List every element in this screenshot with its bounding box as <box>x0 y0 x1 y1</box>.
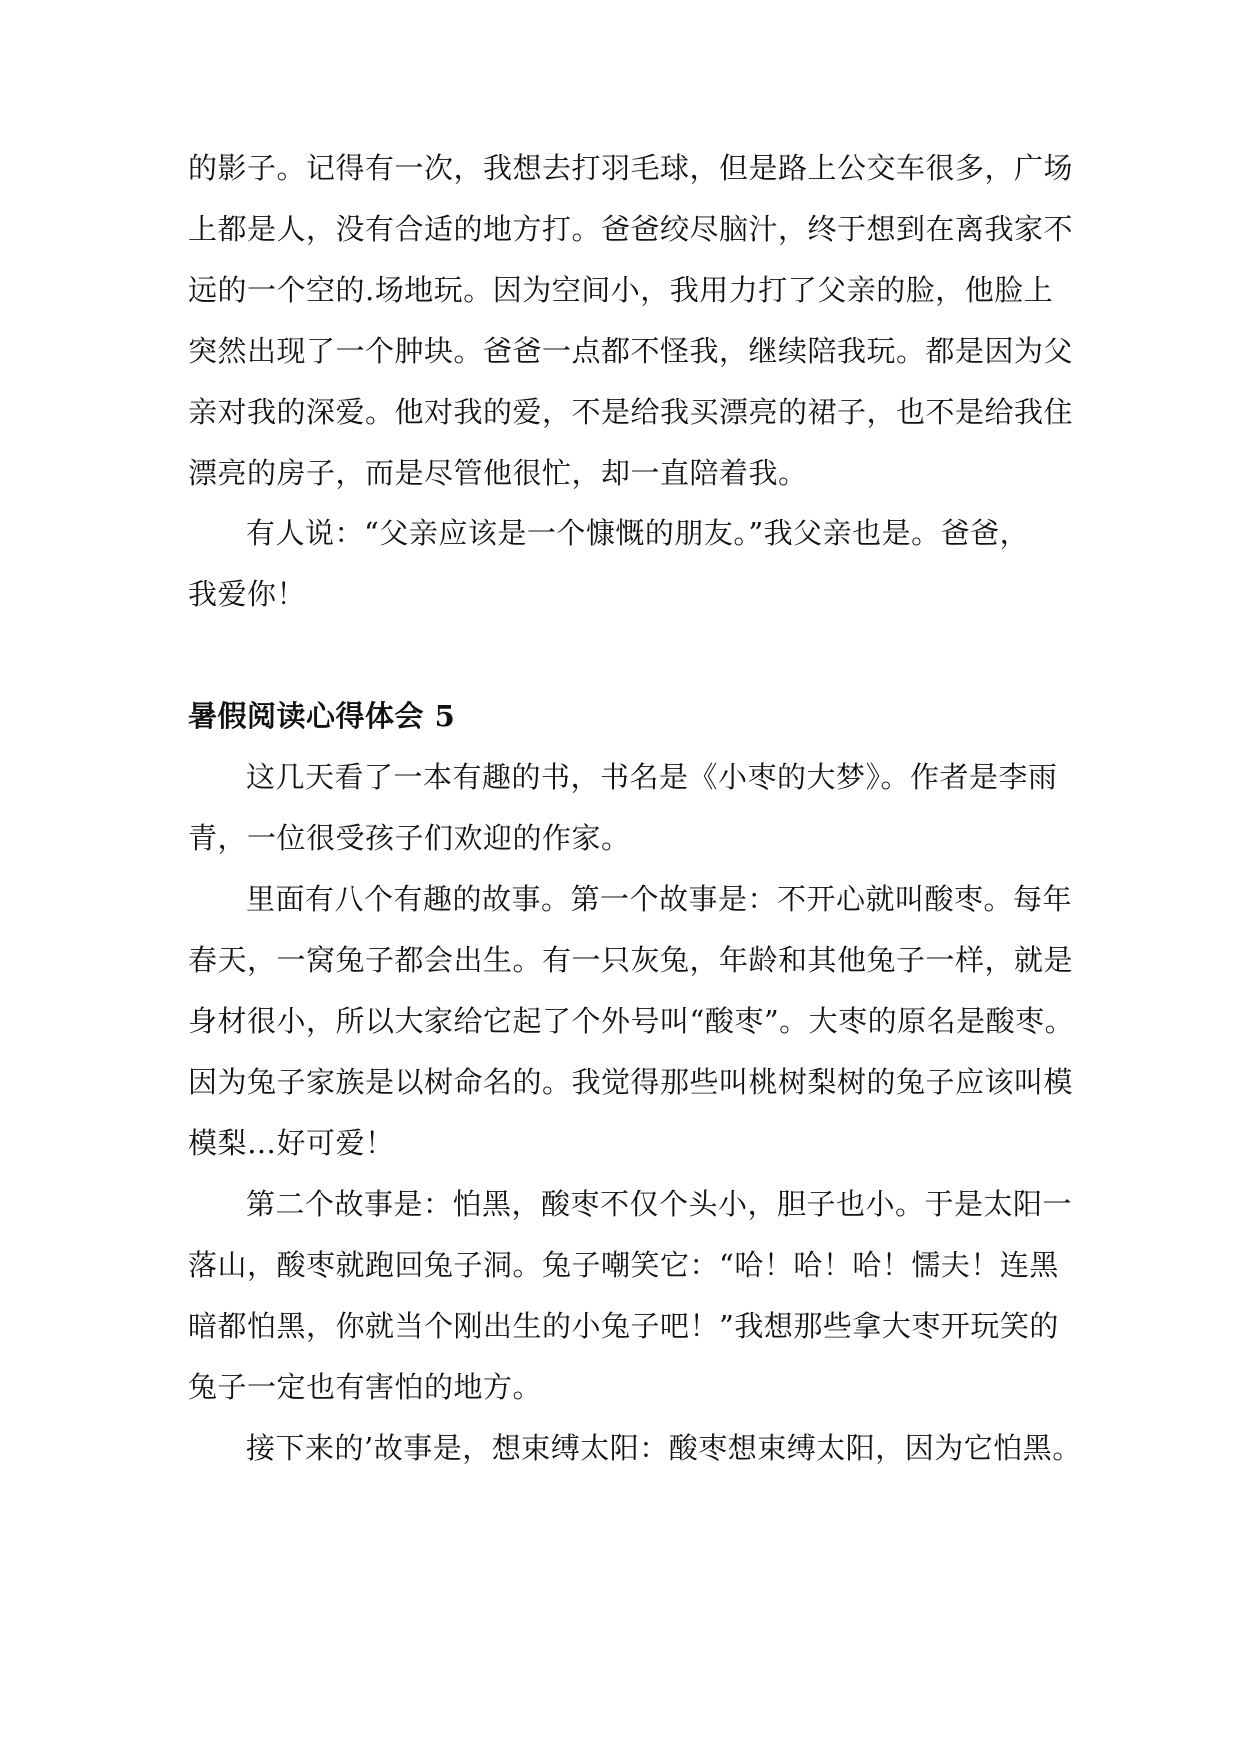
paragraph-story-three <box>188 1418 1082 1479</box>
text-line: 暗都怕黑，你就当个刚出生的小兔子吧！”我想那些拿大枣开玩笑的 <box>188 1309 1059 1343</box>
text-line: 里面有八个有趣的故事。第一个故事是：不开心就叫酸枣。每年 <box>246 882 1073 916</box>
paragraph <box>188 138 1074 504</box>
section-heading: 暑假阅读心得体会 5 <box>188 699 456 733</box>
text-line: 身材很小，所以大家给它起了个外号叫“酸枣”。大枣的原名是酸枣。 <box>188 1004 1075 1038</box>
text-line: 上都是人，没有合适的地方打。爸爸绞尽脑汁，终于想到在离我家不 <box>188 212 1074 246</box>
paragraph-book-intro <box>188 747 1058 869</box>
text-line: 模梨…好可爱！ <box>188 1126 395 1160</box>
text-line: 这几天看了一本有趣的书，书名是《小枣的大梦》。作者是李雨 <box>246 760 1058 794</box>
text-line: 突然出现了一个肿块。爸爸一点都不怪我，继续陪我玩。都是因为父 <box>188 334 1074 368</box>
text-line: 有人说：“父亲应该是一个慷慨的朋友。”我父亲也是。爸爸， <box>246 516 1030 550</box>
paragraph-story-one <box>188 869 1075 1174</box>
paragraph-father-badminton <box>188 138 1074 504</box>
section-heading-block <box>188 686 1058 747</box>
paragraph <box>188 1418 1082 1479</box>
text-line: 第二个故事是：怕黑，酸枣不仅个头小，胆子也小。于是太阳一 <box>246 1187 1073 1221</box>
paragraph <box>188 503 1058 625</box>
paragraph <box>188 869 1075 1174</box>
text-line: 春天，一窝兔子都会出生。有一只灰兔，年龄和其他兔子一样，就是 <box>188 943 1074 977</box>
text-line: 接下来的’故事是，想束缚太阳：酸枣想束缚太阳，因为它怕黑。 <box>246 1431 1082 1465</box>
text-line: 兔子一定也有害怕的地方。 <box>188 1370 543 1404</box>
text-line: 远的一个空的.场地玩。因为空间小，我用力打了父亲的脸，他脸上 <box>188 273 1054 307</box>
paragraph-father-friend <box>188 503 1058 625</box>
text-line: 因为兔子家族是以树命名的。我觉得那些叫桃树梨树的兔子应该叫模 <box>188 1065 1074 1099</box>
text-line: 青，一位很受孩子们欢迎的作家。 <box>188 821 631 855</box>
text-line: 亲对我的深爱。他对我的爱，不是给我买漂亮的裙子，也不是给我住 <box>188 395 1074 429</box>
paragraph <box>188 747 1058 869</box>
text-line: 我爱你！ <box>188 577 307 611</box>
paragraph-story-two <box>188 1174 1073 1418</box>
paragraph <box>188 1174 1073 1418</box>
text-line: 漂亮的房子，而是尽管他很忙，却一直陪着我。 <box>188 456 808 490</box>
text-line: 的影子。记得有一次，我想去打羽毛球，但是路上公交车很多，广场 <box>188 151 1074 185</box>
text-line: 落山，酸枣就跑回兔子洞。兔子嘲笑它：“哈！哈！哈！懦夫！连黑 <box>188 1248 1059 1282</box>
